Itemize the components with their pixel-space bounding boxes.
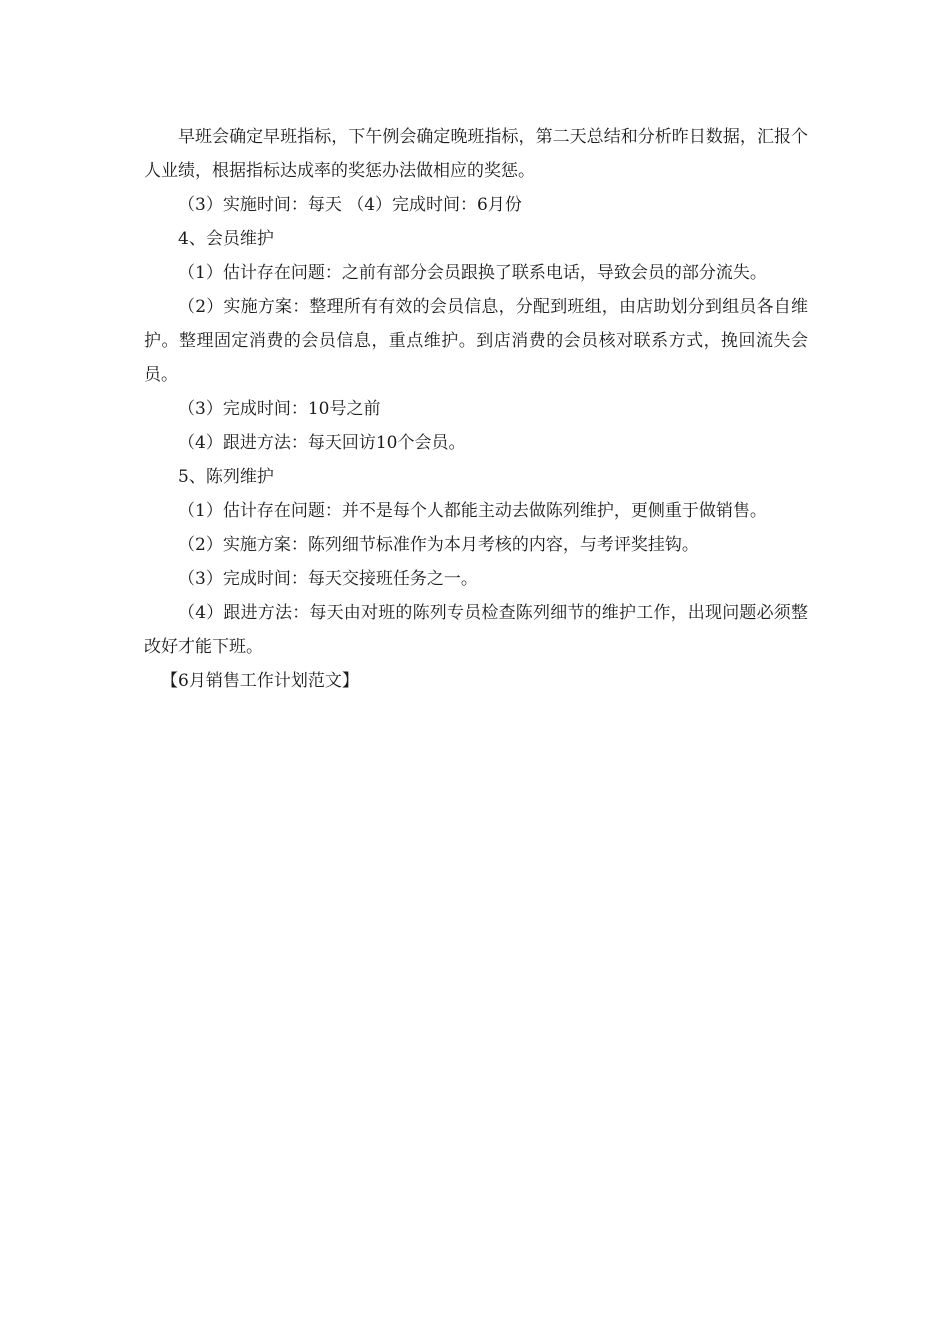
paragraph-member-plan: （2）实施方案：整理所有有效的会员信息，分配到班组，由店助划分到组员各自维护。整理固定消费的会员信息，重点维护。到店消费的会员核对联系方式，挽回流失会员。 [144, 297, 808, 385]
section-heading-member-maintenance: 4、会员维护 [178, 229, 274, 249]
closing-title: 【6月销售工作计划范文】 [161, 671, 359, 691]
paragraph-display-deadline: （3）完成时间：每天交接班任务之一。 [178, 569, 478, 589]
document-body [144, 120, 808, 698]
paragraph-display-problem: （1）估计存在问题：并不是每个人都能主动去做陈列维护，更侧重于做销售。 [178, 501, 767, 521]
paragraph-member-problem: （1）估计存在问题：之前有部分会员跟换了联系电话，导致会员的部分流失。 [178, 263, 767, 283]
paragraph-member-deadline: （3）完成时间：10号之前 [178, 399, 381, 419]
paragraph-member-followup: （4）跟进方法：每天回访10个会员。 [178, 433, 466, 453]
paragraph-shift-targets: 早班会确定早班指标，下午例会确定晚班指标，第二天总结和分析昨日数据，汇报个人业绩，根据指标达成率的奖惩办法做相应的奖惩。 [144, 127, 808, 181]
paragraph-implementation-time: （3）实施时间：每天 （4）完成时间：6月份 [178, 195, 522, 215]
paragraph-display-plan: （2）实施方案：陈列细节标准作为本月考核的内容，与考评奖挂钩。 [178, 535, 699, 555]
paragraph-display-followup: （4）跟进方法：每天由对班的陈列专员检查陈列细节的维护工作，出现问题必须整改好才能下班。 [144, 603, 808, 657]
section-heading-display-maintenance: 5、陈列维护 [178, 467, 274, 487]
